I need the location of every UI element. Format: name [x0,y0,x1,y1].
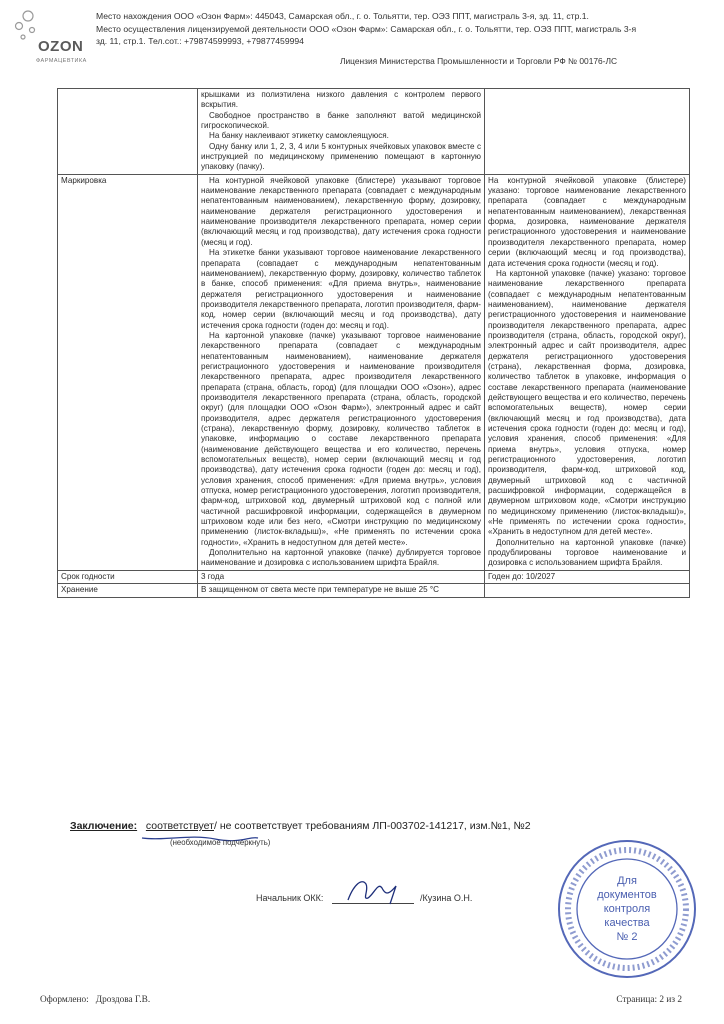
logo-name: OZON [38,38,84,55]
prepared-by [40,995,150,1005]
cell-paragraph: Свободное пространство в банке заполняют ватой медицинской гигроскопической. [201,110,481,131]
cell-paragraph: Дополнительно на картонной упаковке (пачке) продублированы торговое наименование и дозировка с использованием шрифта Брайля. [488,537,686,568]
quality-control-stamp [556,838,698,980]
address-line: Место нахождения ООО «Озон Фарм»: 445043, Самарская обл., г. о. Тольятти, тер. ОЭЗ ППТ, магистраль 3-я, зд. 11, стр.1. [96,11,589,21]
cell-paragraph: крышками из полиэтилена низкого давления с контролем первого вскрытия. [201,90,481,110]
company-address [96,10,712,48]
conclusion-rest: / не соответствует требованиям ЛП-003702-141217, изм.№1, №2 [213,820,531,832]
cell-paragraph: На контурной ячейковой упаковке (блистере) указывают торговое наименование лекарственного препарата (совпадает с международным непатентованным наименованием), лекарственную форму, дозировку, наименование держателя регистрационного удостоверения и наименование производителя лекарственного препарата, номер серии (включающий месяц и год производства), дату истечения срока годности (месяц и год). [201,175,481,247]
table-cell [198,89,485,175]
cell-paragraph: Дополнительно на картонной упаковке (пачке) дублируется торговое наименование и дозировка с использованием шрифта Брайля. [201,548,481,568]
letterhead [0,0,724,80]
table-cell [485,584,690,597]
table-row [58,89,690,175]
table-cell [58,89,198,175]
stamp-line: контроля [603,903,651,915]
stamp-line: № 2 [616,931,638,943]
stamp-line: документов [597,889,657,901]
stamp-text [556,874,698,944]
conclusion-label: Заключение: [70,820,138,832]
cell-paragraph: На банку наклеивают этикетку самоклеящуюся. [209,131,389,141]
table-cell [198,174,485,570]
cell-paragraph: На картонной упаковке (пачке) указывают торговое наименование лекарственного препарата (совпадает с международным непатентованным наименованием), наименование держателя регистрационного удостоверения и наименование производителя лекарственного препарата, адрес производителя лекарственного препарата (страна, область, город) (для площадки ООО «Озон»), адрес производителя лекарственного препарата (страна, область, городской округ) (для площадки ООО «Озон Фарм»), электронный адрес и сайт производителя, адрес держателя регистрационного удостоверения (страна), лекарственную форму, дозировку, количество таблеток в упаковке, информацию о составе лекарственного препарата (наименование действующего вещества и его количество, перечень вспомогательных веществ), номер серии (включающий месяц и год производства), дату истечения срока годности (годен до: месяц и год), условия хранения, способ применения: «Для приема внутрь», условия отпуска, номер регистрационного удостоверения, логотип производителя, фарм-код, штриховой код, двумерный штриховой код с полной или частичной расшифровкой информации, содержащейся в двумерном штриховом коде или без него, «Смотри инструкцию по медицинскому применению (листок-вкладыш)», «Не применять по истечении срока годности», «Хранить в недоступном для детей месте». [201,330,481,547]
cell-paragraph: На этикетке банки указывают торговое наименование лекарственного препарата (совпадает с международным непатентованным наименованием), лекарственную форму, дозировку, количество таблеток в банке, способ применения: «Для приема внутрь», наименование держателя регистрационного удостоверения и наименование производителя лекарственного препарата, логотип производителя, фарм-код, номер серии (включающий месяц и год производства), дату истечения срока годности (годен до: месяц и год). [201,248,481,330]
row-label: Хранение [58,584,198,597]
prepared-label: Оформлено: [40,995,89,1005]
address-line: зд. 11, стр.1. Тел.сот.: +79874599993, +79877459994 [96,36,304,47]
logo-subtitle: ФАРМАЦЕВТИКА [36,58,87,64]
table-cell [485,89,690,175]
table-row [58,570,690,583]
table-cell [485,174,690,570]
table-cell: В защищенном от света месте при температуре не выше 25 °С [198,584,485,597]
stamp-line: Для [617,875,637,887]
table-row [58,174,690,570]
conclusion [70,820,531,832]
cell-paragraph: На картонной упаковке (пачке) указано: торговое наименование лекарственного препарата (совпадает с международным непатентованным наименованием), наименование держателя регистрационного удостоверения и наименование производителя лекарственного препарата, адрес производителя (страна, область, городской округ), электронный адрес и сайт производителя, адрес держателя регистрационного удостоверения (страна), лекарственная форма, дозировка, количество таблеток в упаковке, информация о составе лекарственного препарата (наименование действующего вещества и его количество, перечень вспомогательных веществ), номер серии (включающий месяц и год производства), дата истечения срока годности (годен до: месяц и год), условия хранения, способ применения: «Для приема внутрь», условия отпуска, номер регистрационного удостоверения, логотип производителя, фарм-код, штриховой код, двумерный штриховой код с частичной расшифровкой информации, содержащейся в двумерном штриховом коде, «Смотри инструкцию по медицинскому применению (листок-вкладыш)», «Не применять по истечении срока годности», «Хранить в недоступном для детей месте». [488,268,686,537]
signature [344,874,404,908]
row-label: Маркировка [58,174,198,570]
address-line: Место осуществления лицензируемой деятельности ООО «Озон Фарм»: Самарская обл., г. о. Тольятти, тер. ОЭЗ ППТ, магистраль 3-я [96,23,637,34]
conclusion-ok: соответствует [145,820,214,832]
stamp-line: качества [604,917,650,929]
table-cell: 3 года [198,570,485,583]
conclusion-note: (необходимое подчеркнуть) [170,838,271,847]
chief-name: /Кузина О.Н. [420,893,473,903]
license-text: Лицензия Министерства Промышленности и Торговли РФ № 00176-ЛС [340,56,617,66]
prepared-name: Дроздова Г.В. [95,995,151,1005]
table-cell: Годен до: 10/2027 [485,570,690,583]
cell-paragraph: Одну банку или 1, 2, 3, 4 или 5 контурных ячейковых упаковок вместе с инструкцией по медицинскому применению помещают в картонную упаковку (пачку). [201,141,481,172]
page-number: Страница: 2 из 2 [616,995,682,1005]
chief-label: Начальник ОКК: [256,893,324,903]
specification-table [57,88,690,598]
row-label: Срок годности [58,570,198,583]
company-logo [10,8,90,70]
table-row [58,584,690,597]
cell-paragraph: На контурной ячейковой упаковке (блистере) указано: торговое наименование лекарственного препарата (совпадает с международным непатентованным наименованием), лекарственная форма, дозировка, наименование держателя регистрационного удостоверения и наименование производителя лекарственного препарата, номер серии (включающий месяц и год производства), дата истечения срока годности (месяц и год). [488,175,686,268]
